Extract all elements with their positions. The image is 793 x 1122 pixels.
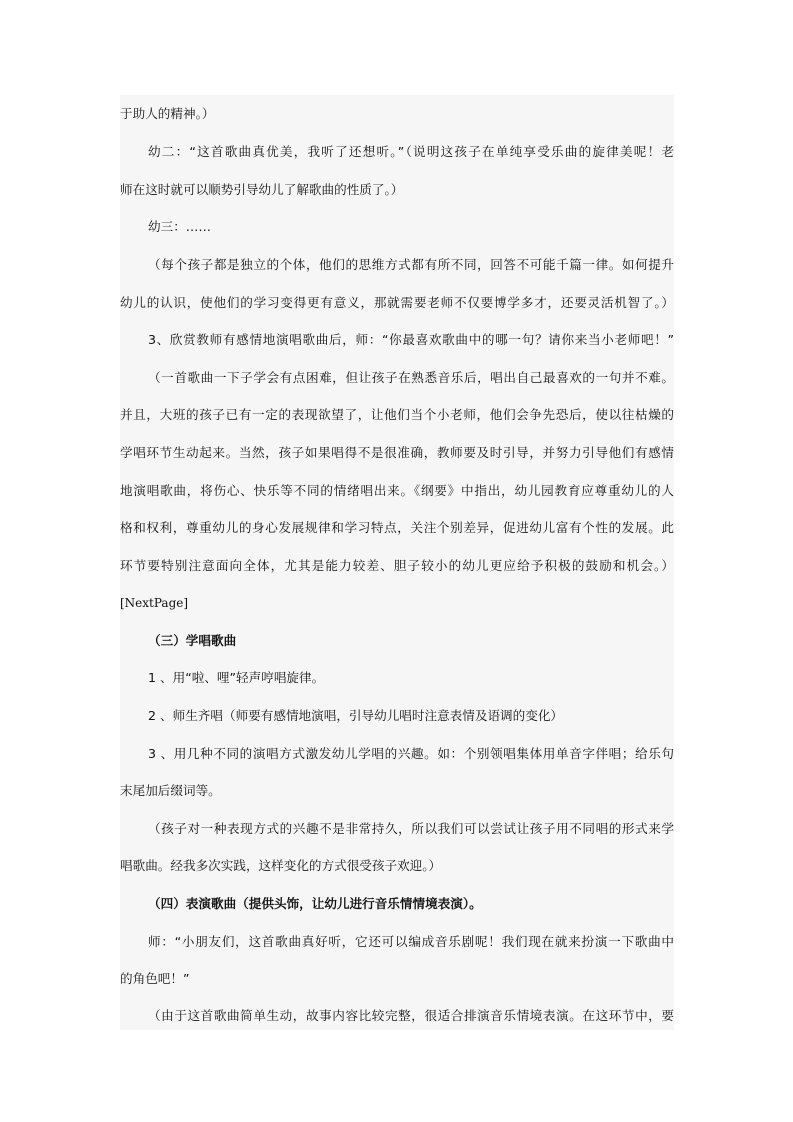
paragraph-line: 地演唱歌曲，将伤心、快乐等不同的情绪唱出来。《纲要》中指出，幼儿园教育应尊重幼儿的人 [120, 483, 674, 498]
section-heading: （三）学唱歌曲 [148, 633, 237, 648]
document-page [120, 95, 674, 1030]
paragraph-line: 并且，大班的孩子已有一定的表现欲望了，让他们当个小老师，他们会争先恐后，使以往枯燥的 [120, 407, 674, 422]
paragraph-line: 幼儿的认识，使他们的学习变得更有意义，那就需要老师不仅要博学多才，还要灵活机智了。） [120, 295, 674, 310]
list-item: 1 、用“啦、哩”轻声哼唱旋律。 [148, 670, 325, 685]
paragraph-line: 师在这时就可以顺势引导幼儿了解歌曲的性质了。） [120, 182, 404, 197]
paragraph-line: 于助人的精神。） [120, 106, 215, 121]
paragraph-line: 幼三：…… [148, 219, 211, 234]
paragraph-line: 师：“小朋友们，这首歌曲真好听，它还可以编成音乐剧呢！我们现在就来扮演一下歌曲中 [148, 934, 674, 949]
section-heading: （四）表演歌曲（提供头饰，让幼儿进行音乐情情境表演）。 [148, 896, 482, 911]
paragraph-line: 格和权利，尊重幼儿的身心发展规律和学习特点，关注个别差异，促进幼儿富有个性的发展。此 [120, 520, 674, 535]
paragraph-line: 幼二：“这首歌曲真优美，我听了还想听。”（说明这孩子在单纯享受乐曲的旋律美呢！老 [148, 144, 674, 159]
paragraph-line: 3、欣赏教师有感情地演唱歌曲后，师：“你最喜欢歌曲中的哪一句？请你来当小老师吧！” [148, 332, 674, 347]
paragraph-line: 环节要特别注意面向全体，尤其是能力较差、胆子较小的幼儿更应给予积极的鼓励和机会。） [120, 558, 674, 573]
paragraph-line: 的角色吧！” [120, 971, 190, 986]
list-item: 2 、师生齐唱（师要有感情地演唱，引导幼儿唱时注意表情及语调的变化） [148, 708, 564, 723]
paragraph-line: （孩子对一种表现方式的兴趣不是非常持久，所以我们可以尝试让孩子用不同唱的形式来学 [148, 821, 674, 836]
paragraph-line: （一首歌曲一下子学会有点困难，但让孩子在熟悉音乐后，唱出自己最喜欢的一句并不难。 [148, 370, 674, 385]
paragraph-line: 学唱环节生动起来。当然，孩子如果唱得不是很准确，教师要及时引导，并努力引导他们有感情 [120, 445, 674, 460]
paragraph-line: 唱歌曲。经我多次实践，这样变化的方式很受孩子欢迎。） [120, 858, 442, 873]
paragraph-line: （由于这首歌曲简单生动，故事内容比较完整，很适合排演音乐情境表演。在这环节中，要 [148, 1008, 674, 1023]
paragraph-line: 末尾加后缀词等。 [120, 783, 221, 798]
list-item: 3 、用几种不同的演唱方式激发幼儿学唱的兴趣。如：个别领唱集体用单音字伴唱；给乐句 [148, 746, 674, 761]
page-break-marker: [NextPage] [120, 596, 189, 610]
paragraph-line: （每个孩子都是独立的个体，他们的思维方式都有所不同，回答不可能千篇一律。如何提升 [148, 257, 674, 272]
